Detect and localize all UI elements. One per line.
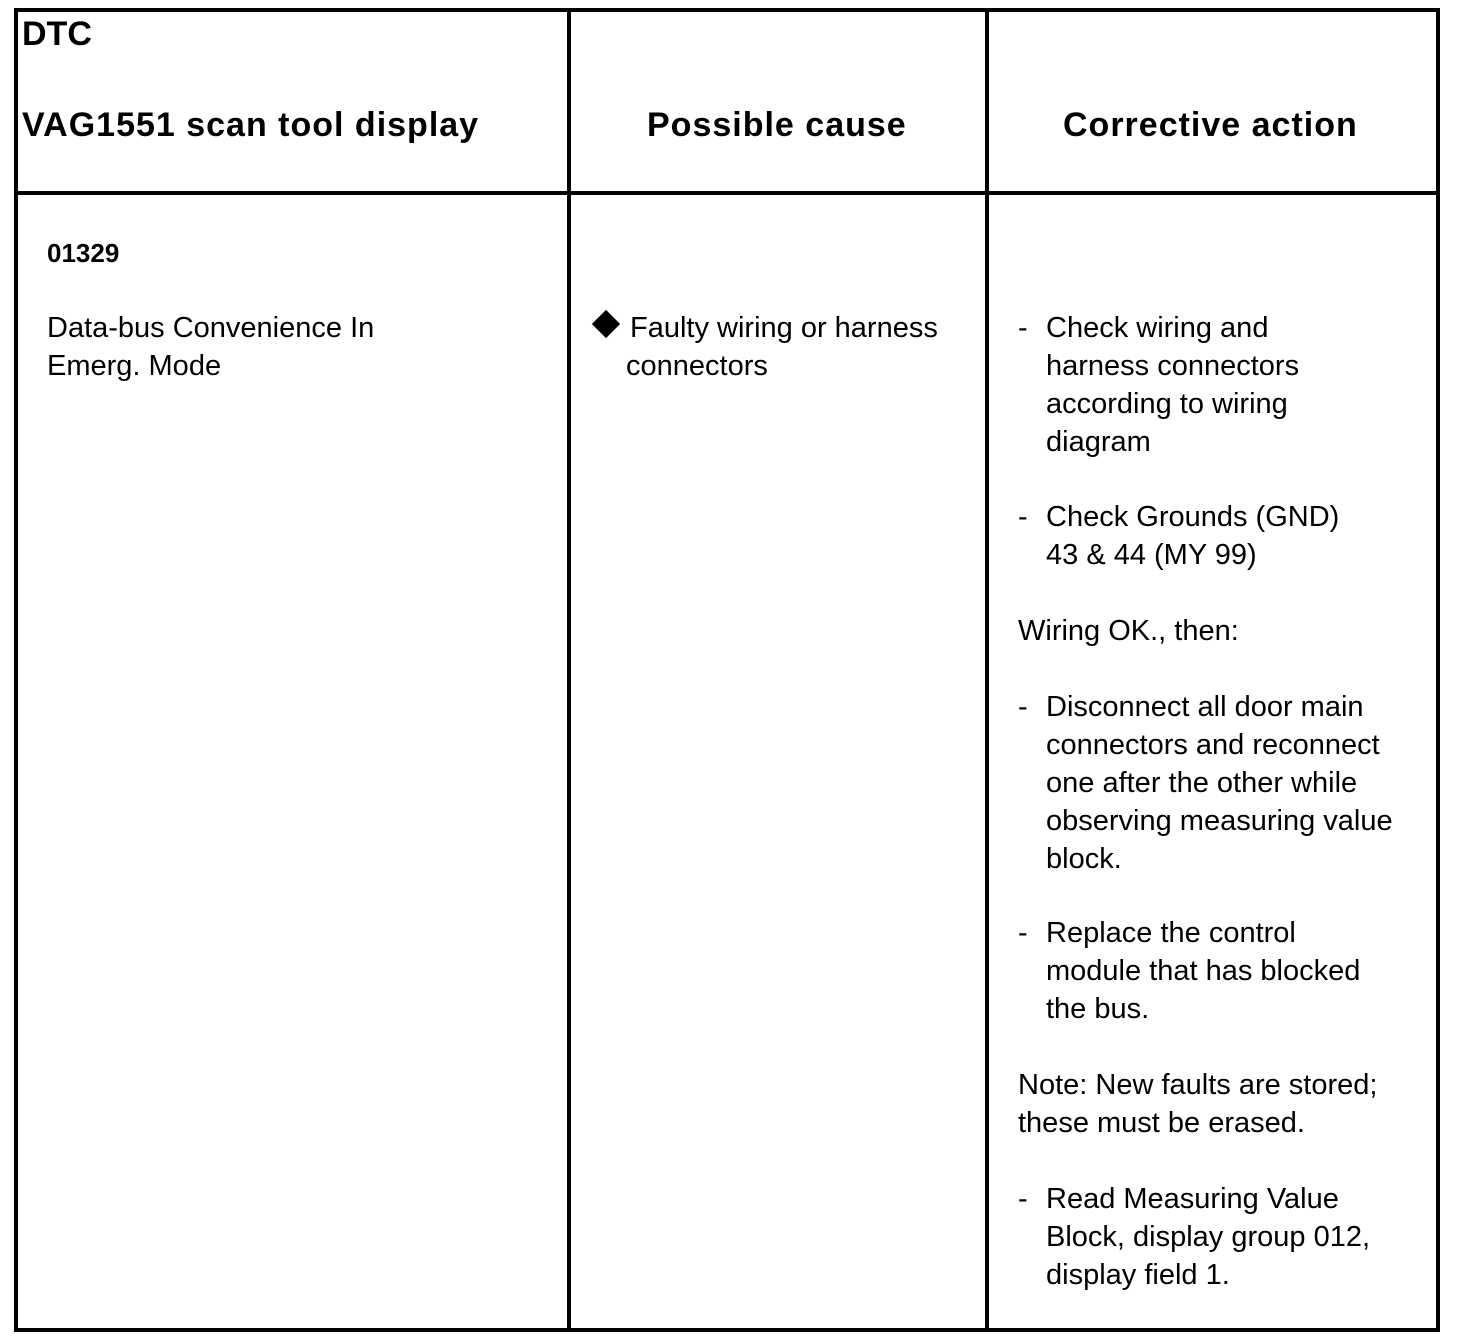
action-line: the bus. <box>1046 993 1150 1025</box>
action-line: block. <box>1046 843 1122 875</box>
dash-bullet: - <box>1018 501 1028 533</box>
action-line: display field 1. <box>1046 1259 1230 1291</box>
header-corrective-action: Corrective action <box>1063 106 1358 144</box>
column-divider-2 <box>985 8 989 1332</box>
header-dtc-label: DTC <box>22 15 92 53</box>
header-possible-cause: Possible cause <box>647 106 907 144</box>
header-divider <box>14 191 1440 195</box>
action-line: module that has blocked <box>1046 955 1361 987</box>
action-line: according to wiring <box>1046 388 1288 420</box>
action-line: one after the other while <box>1046 767 1358 799</box>
action-line: these must be erased. <box>1018 1107 1305 1139</box>
dash-bullet: - <box>1018 312 1028 344</box>
action-line: Block, display group 012, <box>1046 1221 1371 1253</box>
table-border-right <box>1436 8 1440 1332</box>
dtc-description-line: Data-bus Convenience In <box>47 312 375 344</box>
action-line: Read Measuring Value <box>1046 1183 1339 1215</box>
action-line: Disconnect all door main <box>1046 691 1364 723</box>
action-line: Note: New faults are stored; <box>1018 1069 1378 1101</box>
action-line: observing measuring value <box>1046 805 1393 837</box>
action-line: 43 & 44 (MY 99) <box>1046 539 1257 571</box>
action-line: harness connectors <box>1046 350 1300 382</box>
dtc-description-line: Emerg. Mode <box>47 350 222 382</box>
action-line: Check wiring and <box>1046 312 1269 344</box>
action-line: Wiring OK., then: <box>1018 615 1239 647</box>
dash-bullet: - <box>1018 1183 1028 1215</box>
action-line: Replace the control <box>1046 917 1296 949</box>
possible-cause-text <box>626 309 938 385</box>
possible-cause-line: connectors <box>626 350 768 382</box>
possible-cause-line: Faulty wiring or harness <box>630 312 938 344</box>
table-border-top <box>14 8 1440 12</box>
column-divider-1 <box>567 8 571 1332</box>
action-line: diagram <box>1046 426 1151 458</box>
dtc-code: 01329 <box>47 238 120 268</box>
dash-bullet: - <box>1018 691 1028 723</box>
dash-bullet: - <box>1018 917 1028 949</box>
action-note-wiring-ok <box>1018 612 1239 650</box>
action-note-new-faults <box>1018 1066 1377 1142</box>
dtc-description <box>47 309 374 385</box>
action-line: Check Grounds (GND) <box>1046 501 1340 533</box>
table-border-bottom <box>14 1328 1440 1332</box>
action-line: connectors and reconnect <box>1046 729 1380 761</box>
table-border-left <box>14 8 18 1332</box>
header-scan-tool-display: VAG1551 scan tool display <box>22 106 480 144</box>
